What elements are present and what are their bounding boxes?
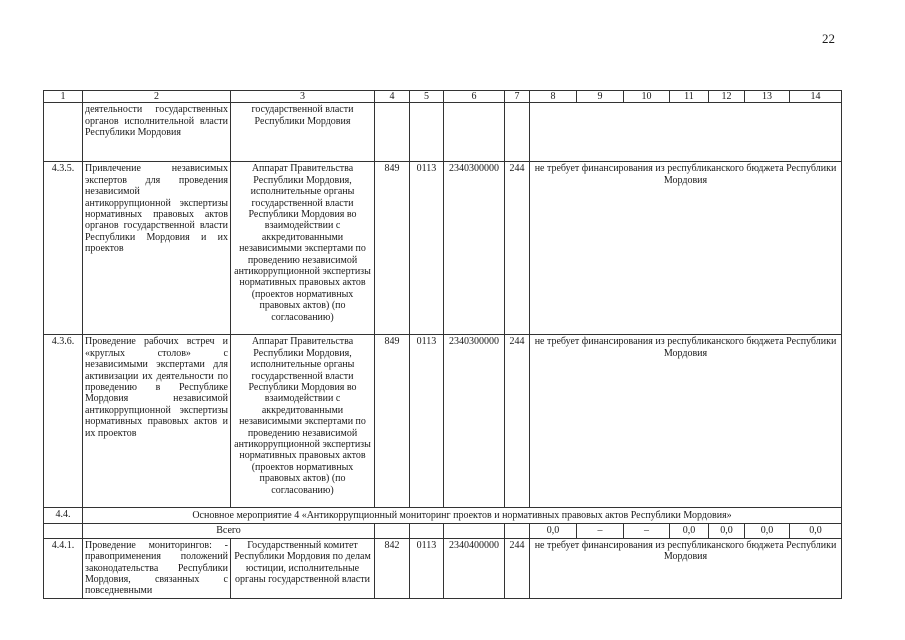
- code-cell: 842: [375, 538, 410, 598]
- row-number: [44, 103, 83, 162]
- header-cell: 11: [670, 91, 709, 103]
- table-row: [44, 538, 842, 598]
- code-cell: [375, 103, 410, 162]
- financing-note: не требует финансирования из республиканского бюджета Республики Мордовия: [530, 538, 842, 598]
- empty-cell: [444, 523, 505, 538]
- table-row: [44, 335, 842, 508]
- row-number: 4.3.6.: [44, 335, 83, 508]
- header-cell: 9: [577, 91, 624, 103]
- header-cell: 1: [44, 91, 83, 103]
- header-cell: 5: [410, 91, 444, 103]
- executor: Аппарат Правительства Республики Мордовия, исполнительные органы государственной власти Республики Мордовия во взаимодействии с аккредитованными независимыми экспертами по проведению независимой антикоррупционной экспертизы нормативных правовых актов (проектов нормативных правовых актов) (по согласованию): [231, 162, 375, 335]
- header-cell: 10: [624, 91, 670, 103]
- code-cell: 2340300000: [444, 335, 505, 508]
- code-cell: 0113: [410, 538, 444, 598]
- total-value: 0,0: [670, 523, 709, 538]
- code-cell: 2340400000: [444, 538, 505, 598]
- header-cell: 2: [83, 91, 231, 103]
- code-cell: 244: [505, 335, 530, 508]
- executor: государственной власти Республики Мордовия: [231, 103, 375, 162]
- code-cell: 244: [505, 538, 530, 598]
- total-value: 0,0: [530, 523, 577, 538]
- code-cell: 849: [375, 335, 410, 508]
- measure-name: деятельности государственных органов исполнительной власти Республики Мордовия: [83, 103, 231, 162]
- total-value: 0,0: [745, 523, 790, 538]
- header-cell: 12: [709, 91, 745, 103]
- code-cell: [410, 103, 444, 162]
- measure-name: Проведение мониторингов: - правоприменения положений законодательства Республики Мордовия, связанных с повседневными: [83, 538, 231, 598]
- code-cell: [505, 103, 530, 162]
- total-value: –: [577, 523, 624, 538]
- financing-note: [530, 103, 842, 162]
- empty-cell: [44, 523, 83, 538]
- page-number: 22: [822, 31, 835, 46]
- table-row: [44, 162, 842, 335]
- total-value: –: [624, 523, 670, 538]
- header-cell: 14: [790, 91, 842, 103]
- measure-name: Привлечение независимых экспертов для проведения независимой антикоррупционной экспертизы нормативных правовых актов органов государственной власти Республики Мордовия и их проектов: [83, 162, 231, 335]
- column-number-row: [44, 91, 842, 103]
- code-cell: 0113: [410, 335, 444, 508]
- code-cell: 0113: [410, 162, 444, 335]
- executor: Аппарат Правительства Республики Мордовия, исполнительные органы государственной власти Республики Мордовия во взаимодействии с аккредитованными независимыми экспертами по проведению независимой антикоррупционной экспертизы нормативных правовых актов (проектов нормативных правовых актов) (по согласованию): [231, 335, 375, 508]
- total-value: 0,0: [709, 523, 745, 538]
- header-cell: 8: [530, 91, 577, 103]
- financing-note: не требует финансирования из республиканского бюджета Республики Мордовия: [530, 335, 842, 508]
- empty-cell: [410, 523, 444, 538]
- empty-cell: [375, 523, 410, 538]
- header-cell: 7: [505, 91, 530, 103]
- code-cell: 849: [375, 162, 410, 335]
- header-cell: 3: [231, 91, 375, 103]
- row-number: 4.3.5.: [44, 162, 83, 335]
- total-value: 0,0: [790, 523, 842, 538]
- header-cell: 4: [375, 91, 410, 103]
- financing-note: не требует финансирования из республиканского бюджета Республики Мордовия: [530, 162, 842, 335]
- empty-cell: [505, 523, 530, 538]
- program-measures-table: [43, 90, 842, 599]
- section-number: 4.4.: [44, 508, 83, 523]
- code-cell: 2340300000: [444, 162, 505, 335]
- header-cell: 13: [745, 91, 790, 103]
- section-title: Основное мероприятие 4 «Антикоррупционный мониторинг проектов и нормативных правовых актов Республики Мордовия»: [83, 508, 842, 523]
- executor: Государственный комитет Республики Мордовия по делам юстиции, исполнительные органы государственной власти: [231, 538, 375, 598]
- row-number: 4.4.1.: [44, 538, 83, 598]
- code-cell: 244: [505, 162, 530, 335]
- section-row: [44, 508, 842, 523]
- header-cell: 6: [444, 91, 505, 103]
- table-row: [44, 103, 842, 162]
- total-row: [44, 523, 842, 538]
- total-label: Всего: [83, 523, 375, 538]
- code-cell: [444, 103, 505, 162]
- measure-name: Проведение рабочих встреч и «круглых столов» с независимыми экспертами для активизации их деятельности по проведению в Республике Мордовия независимой антикоррупционной экспертизы нормативных правовых актов и их проектов: [83, 335, 231, 508]
